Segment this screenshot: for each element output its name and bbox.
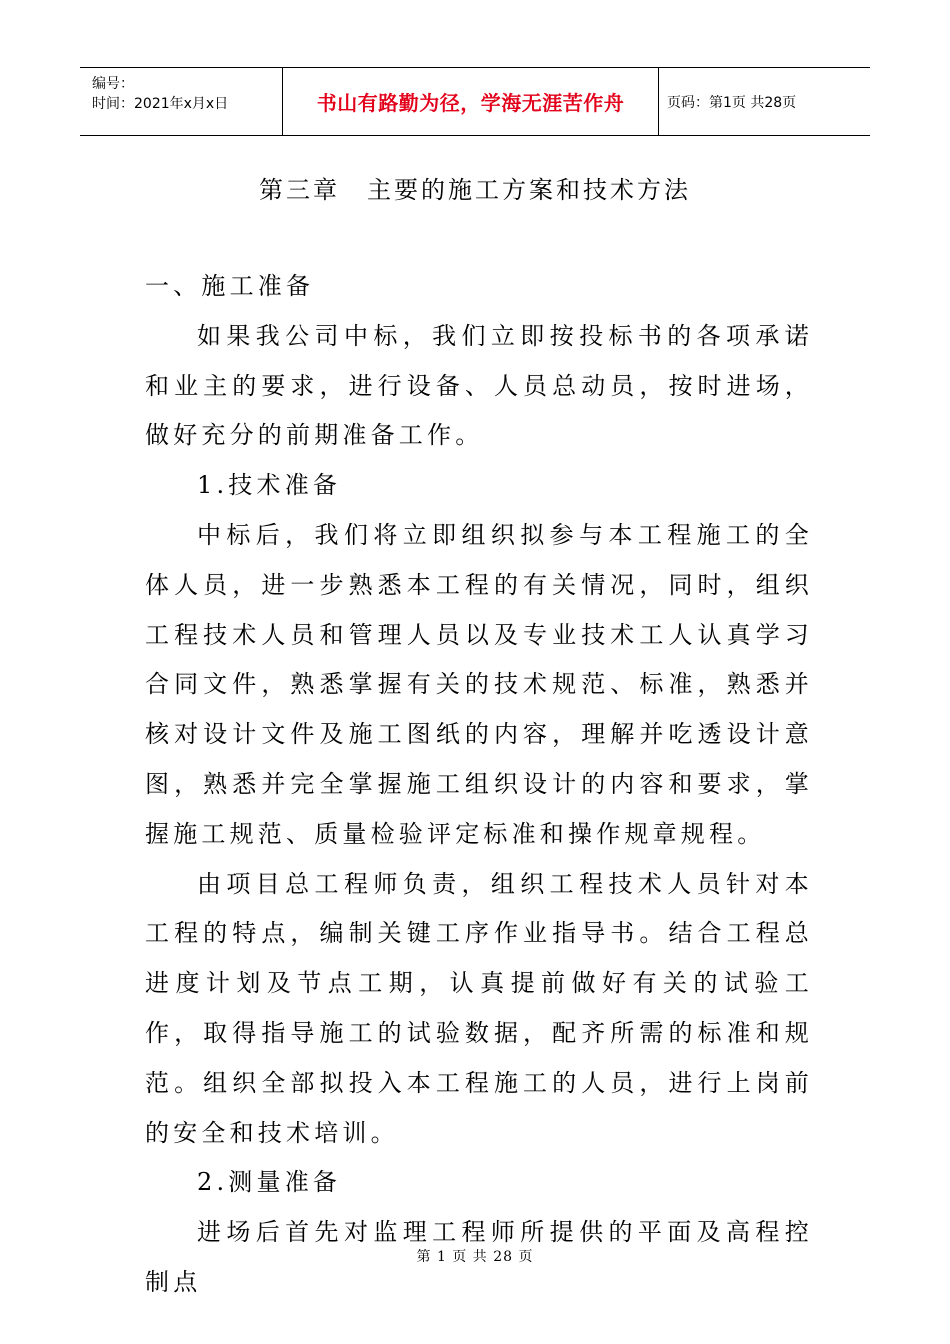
page-header bbox=[80, 67, 870, 136]
header-meta bbox=[80, 68, 283, 135]
document-number: 编号： bbox=[92, 76, 134, 92]
subsection-heading: 2.测量准备 bbox=[197, 1168, 342, 1197]
document-time: 时间：2021年x月x日 bbox=[92, 96, 229, 112]
page-footer: 第 1 页 共 28 页 bbox=[416, 1249, 534, 1265]
body-paragraph: 中标后，我们将立即组织拟参与本工程施工的全体人员，进一步熟悉本工程的有关情况，同时，组织工程技术人员和管理人员以及专业技术工人认真学习合同文件，熟悉掌握有关的技术规范、标准，熟悉并核对设计文件及施工图纸的内容，理解并吃透设计意图，熟悉并完全掌握施工组织设计的内容和要求，掌握施工规范、质量检验评定标准和操作规章规程。 bbox=[145, 520, 813, 848]
chapter-title: 第三章 主要的施工方案和技术方法 bbox=[259, 176, 691, 204]
header-page-info: 页码：第1页 共28页 bbox=[667, 94, 797, 111]
body-paragraph: 进场后首先对监理工程师所提供的平面及高程控制点 bbox=[145, 1218, 813, 1296]
subsection-heading: 1.技术准备 bbox=[197, 471, 342, 500]
document-body bbox=[145, 262, 813, 1308]
body-paragraph: 由项目总工程师负责，组织工程技术人员针对本工程的特点，编制关键工序作业指导书。结合工程总进度计划及节点工期，认真提前做好有关的试验工作，取得指导施工的试验数据，配齐所需的标准和规范。组织全部拟投入本工程施工的人员，进行上岗前的安全和技术培训。 bbox=[145, 869, 813, 1147]
body-paragraph: 如果我公司中标，我们立即按投标书的各项承诺和业主的要求，进行设备、人员总动员，按时进场，做好充分的前期准备工作。 bbox=[145, 321, 813, 450]
header-motto: 书山有路勤为径，学海无涯苦作舟 bbox=[283, 68, 659, 135]
section-heading: 一、施工准备 bbox=[145, 272, 315, 300]
